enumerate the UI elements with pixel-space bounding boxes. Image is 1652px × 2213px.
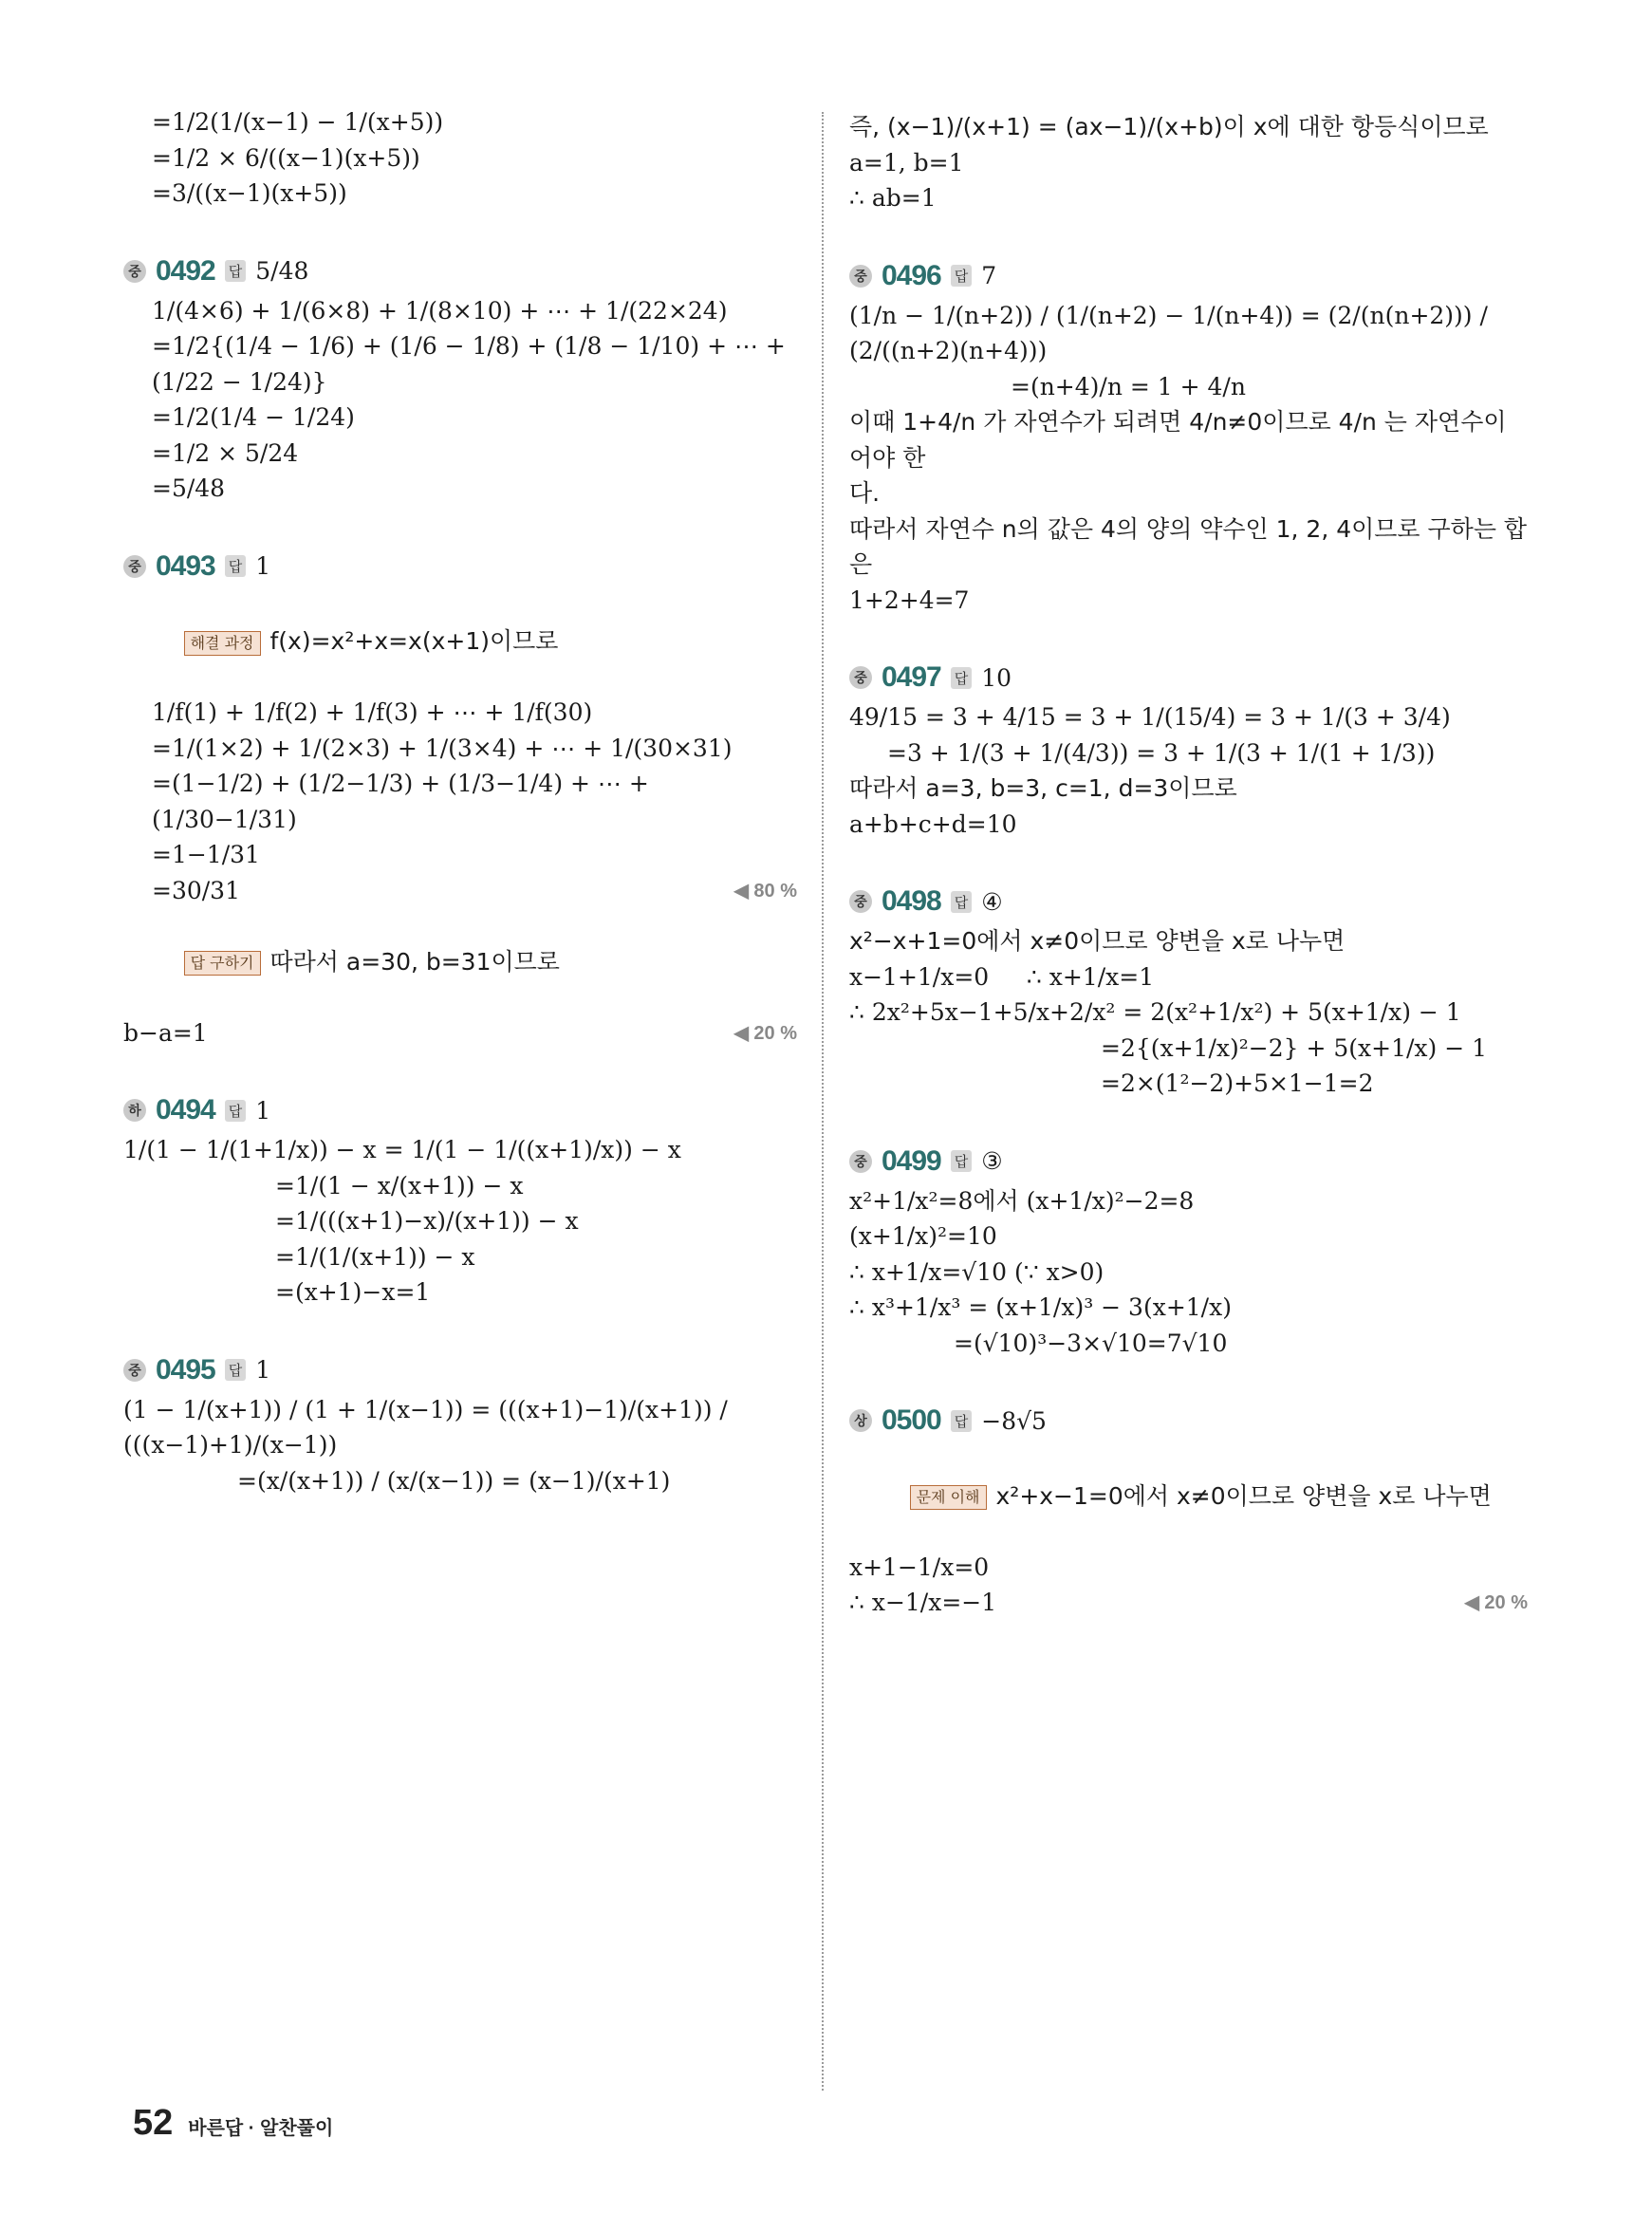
step-text: 따라서 a=30, b=31이므로 <box>269 947 560 976</box>
difficulty-badge: 중 <box>849 890 872 913</box>
math-line: =1/(1 − x/(x+1)) − x <box>275 1171 524 1199</box>
scored-line <box>849 1585 1528 1621</box>
text-line: 따라서 a=3, b=3, c=1, d=3이므로 <box>849 774 1237 802</box>
text-line: 이때 1+4/n 가 자연수가 되려면 4/n≠0이므로 4/n 는 자연수이어야 한 <box>849 408 1507 472</box>
problem-header <box>849 260 1528 292</box>
math-line: =1−1/31 <box>152 841 260 868</box>
math-line: =(1−1/2) + (1/2−1/3) + (1/3−1/4) + ⋯ + (1/30−1/31) <box>152 770 657 833</box>
score-percent: ◀ 80 % <box>733 880 797 902</box>
math-line: =1/(((x+1)−x)/(x+1)) − x <box>275 1207 579 1235</box>
difficulty-badge: 상 <box>849 1409 872 1432</box>
answer-label: 답 <box>951 265 973 287</box>
problem-number: 0494 <box>156 1094 215 1125</box>
problem-header <box>849 1145 1528 1178</box>
answer-value: 1 <box>255 1096 271 1125</box>
answer-value: 1 <box>255 1356 271 1384</box>
math-line: (1/n − 1/(n+2)) / (1/(n+2) − 1/(n+4)) = (2/(n(n+2))) / (2/((n+2)(n+4))) <box>849 301 1495 364</box>
math-line: =1/2{(1/4 − 1/6) + (1/6 − 1/8) + (1/8 − 1/10) + ⋯ + (1/22 − 1/24)} <box>152 332 793 396</box>
math-line: 1/(1 − 1/(1+1/x)) − x = 1/(1 − 1/((x+1)/x)) − x <box>123 1136 681 1163</box>
answer-value: 5/48 <box>255 257 309 285</box>
math-line: 49/15 = 3 + 4/15 = 3 + 1/(15/4) = 3 + 1/(3 + 3/4) <box>849 703 1451 731</box>
problem-0495 <box>123 1354 797 1499</box>
problem-header <box>123 1094 797 1126</box>
math-line: =(√10)³−3×√10=7√10 <box>954 1329 1228 1357</box>
problem-0497 <box>849 661 1528 842</box>
text-line: 다. <box>849 479 881 507</box>
math-line: x+1−1/x=0 <box>849 1553 990 1581</box>
problem-number: 0492 <box>156 254 215 287</box>
math-line: =1/2(1/(x−1) − 1/(x+5)) <box>152 108 444 136</box>
page-footer <box>133 2103 333 2144</box>
answer-value: −8√5 <box>981 1406 1047 1435</box>
step-line <box>123 908 797 1015</box>
math-line: a+b+c+d=10 <box>849 809 1017 838</box>
math-line: =(x+1)−x=1 <box>275 1278 431 1306</box>
problem-number: 0493 <box>156 549 215 582</box>
math-line: =2{(x+1/x)²−2} + 5(x+1/x) − 1 <box>1101 1033 1487 1062</box>
answer-label: 답 <box>225 260 247 282</box>
difficulty-badge: 중 <box>849 666 872 689</box>
step-text: f(x)=x²+x=x(x+1)이므로 <box>269 627 559 655</box>
difficulty-badge: 중 <box>123 260 146 283</box>
problem-header <box>123 1354 797 1386</box>
problem-number: 0497 <box>882 661 941 693</box>
answer-label: 답 <box>225 1100 247 1122</box>
problem-number: 0495 <box>156 1353 215 1385</box>
problem-number: 0499 <box>882 1144 941 1177</box>
math-line: x−1+1/x=0 ∴ x+1/x=1 <box>849 962 1155 991</box>
math-line: 1/f(1) + 1/f(2) + 1/f(3) + ⋯ + 1/f(30) <box>152 698 593 726</box>
math-line: =2×(1²−2)+5×1−1=2 <box>1101 1069 1374 1097</box>
answer-label: 답 <box>951 1410 973 1432</box>
text-line: 즉, (x−1)/(x+1) = (ax−1)/(x+b)이 x에 대한 항등식이므로 <box>849 113 1489 140</box>
step-line <box>123 588 797 696</box>
problem-0498 <box>849 885 1528 1102</box>
math-line: =1/2(1/4 − 1/24) <box>152 403 355 431</box>
math-line: =3 + 1/(3 + 1/(4/3)) = 3 + 1/(3 + 1/(1 + 1/3)) <box>887 738 1436 767</box>
step-tag: 해결 과정 <box>184 631 261 656</box>
problem-number: 0500 <box>882 1404 941 1436</box>
problem-header <box>849 661 1528 694</box>
answer-value: ③ <box>981 1147 1003 1175</box>
difficulty-badge: 하 <box>123 1099 146 1122</box>
problem-0500 <box>849 1404 1528 1621</box>
continued-solution <box>123 104 797 212</box>
book-title: 바른답 · 알찬풀이 <box>188 2118 334 2139</box>
problem-0499 <box>849 1145 1528 1362</box>
score-percent: ◀ 20 % <box>733 1022 797 1044</box>
math-line: =1/(1×2) + 1/(2×3) + 1/(3×4) + ⋯ + 1/(30×31) <box>152 734 733 762</box>
right-column <box>849 109 1528 1664</box>
math-line: (x+1/x)²=10 <box>849 1222 997 1250</box>
difficulty-badge: 중 <box>123 1359 146 1382</box>
problem-header <box>123 550 797 583</box>
problem-header <box>849 1404 1528 1437</box>
math-line: =3/((x−1)(x+5)) <box>152 179 347 207</box>
math-line: ∴ x+1/x=√10 (∵ x>0) <box>849 1257 1104 1286</box>
problem-number: 0496 <box>882 259 941 291</box>
answer-label: 답 <box>951 667 973 689</box>
math-line: 1/(4×6) + 1/(6×8) + 1/(8×10) + ⋯ + 1/(22×24) <box>152 296 728 325</box>
math-line: =1/2 × 5/24 <box>152 438 299 467</box>
math-line: =5/48 <box>152 474 226 502</box>
answer-label: 답 <box>225 1359 247 1381</box>
math-line: a=1, b=1 <box>849 148 964 177</box>
math-line: =(x/(x+1)) / (x/(x−1)) = (x−1)/(x+1) <box>237 1466 671 1495</box>
math-line: ∴ ab=1 <box>849 184 937 212</box>
math-line: ∴ x−1/x=−1 <box>849 1589 997 1616</box>
step-text: x²+x−1=0에서 x≠0이므로 양변을 x로 나누면 <box>995 1481 1492 1510</box>
answer-value: ④ <box>981 887 1003 916</box>
math-line: ∴ 2x²+5x−1+5/x+2/x² = 2(x²+1/x²) + 5(x+1/x) − 1 <box>849 998 1461 1026</box>
math-line: x²+1/x²=8에서 (x+1/x)²−2=8 <box>849 1186 1195 1215</box>
math-line: ∴ x³+1/x³ = (x+1/x)³ − 3(x+1/x) <box>849 1293 1232 1321</box>
continued-solution <box>849 109 1528 216</box>
problem-0493 <box>123 550 797 1051</box>
scored-line <box>123 873 797 909</box>
step-tag: 답 구하기 <box>184 951 261 976</box>
text-line: 따라서 자연수 n의 값은 4의 양의 약수인 1, 2, 4이므로 구하는 합은 <box>849 514 1528 578</box>
answer-value: 1 <box>255 552 271 580</box>
problem-0496 <box>849 260 1528 619</box>
math-line: (1 − 1/(x+1)) / (1 + 1/(x−1)) = (((x+1)−1)/(x+1)) / (((x−1)+1)/(x−1)) <box>123 1395 735 1459</box>
answer-label: 답 <box>225 555 247 577</box>
problem-header <box>849 885 1528 918</box>
answer-value: 7 <box>981 262 997 289</box>
answer-value: 10 <box>981 663 1012 692</box>
difficulty-badge: 중 <box>123 555 146 578</box>
difficulty-badge: 중 <box>849 1150 872 1173</box>
step-tag: 문제 이해 <box>910 1485 987 1510</box>
column-divider <box>822 112 824 2091</box>
math-line: 1+2+4=7 <box>849 586 970 614</box>
scored-line <box>123 1015 797 1051</box>
problem-0494 <box>123 1094 797 1311</box>
answer-label: 답 <box>951 1150 973 1172</box>
step-line <box>849 1442 1528 1550</box>
text-line: x²−x+1=0에서 x≠0이므로 양변을 x로 나누면 <box>849 927 1346 955</box>
left-column <box>123 104 797 1542</box>
math-line: =1/(1/(x+1)) − x <box>275 1242 475 1271</box>
math-line: =(n+4)/n = 1 + 4/n <box>1011 372 1246 400</box>
math-line: b−a=1 <box>123 1018 208 1047</box>
problem-0492 <box>123 255 797 507</box>
problem-header <box>123 255 797 288</box>
page-number: 52 <box>133 2103 174 2143</box>
difficulty-badge: 중 <box>849 265 872 288</box>
score-percent: ◀ 20 % <box>1464 1592 1528 1613</box>
math-line: =1/2 × 6/((x−1)(x+5)) <box>152 143 420 172</box>
answer-label: 답 <box>951 891 973 913</box>
math-line: =30/31 <box>152 876 240 904</box>
problem-number: 0498 <box>882 885 941 917</box>
